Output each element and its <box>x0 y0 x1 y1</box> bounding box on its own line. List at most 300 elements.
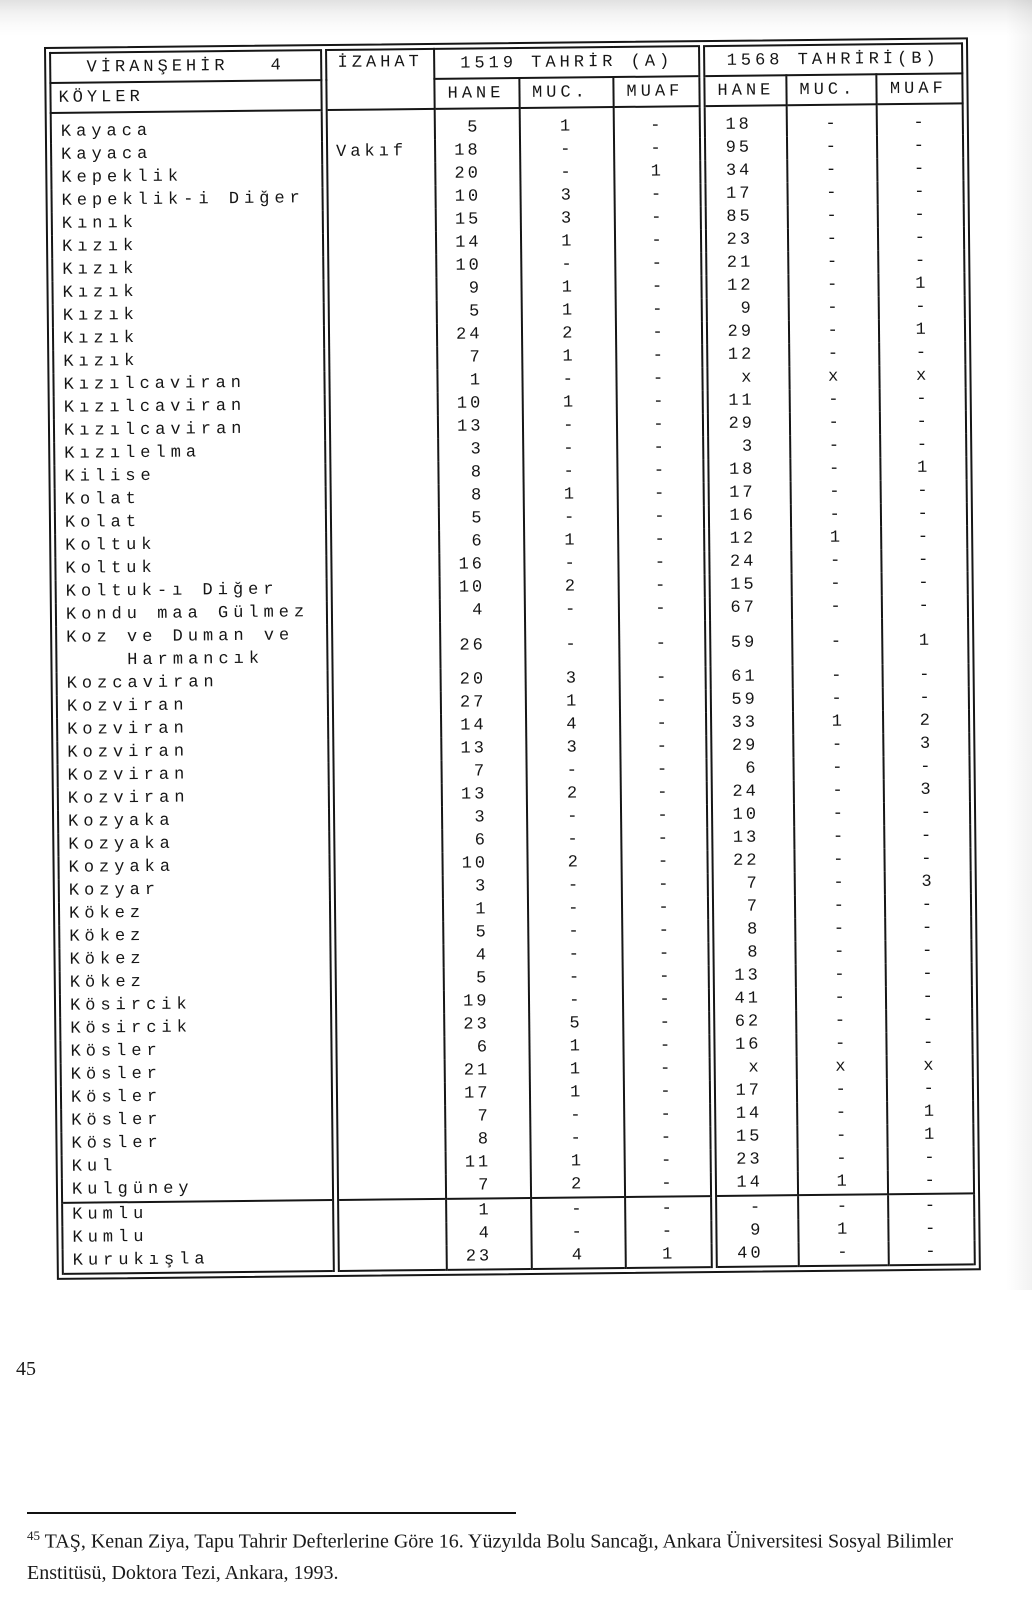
a-muc-value: 3 <box>525 667 620 691</box>
izahat-value <box>332 876 443 900</box>
b-muc-value: - <box>789 319 880 343</box>
village-name: Kökez <box>59 900 333 926</box>
izahat-value: Vakıf <box>324 140 435 164</box>
b-muc-value: x <box>789 365 880 389</box>
izahat-value <box>330 669 441 693</box>
b-muaf-value: - <box>878 203 964 227</box>
a-muaf-value: - <box>619 574 708 598</box>
b-muc-value: 1 <box>791 526 882 550</box>
a-muaf-value: - <box>620 735 709 759</box>
a-muaf-value: - <box>619 620 708 667</box>
a-hane-value: 7 <box>437 346 522 370</box>
b-muc-value: 1 <box>798 1170 889 1195</box>
a-muc-value: 3 <box>520 184 615 208</box>
b-hane-value: 14 <box>713 1171 798 1196</box>
b-muc-value: - <box>794 825 885 849</box>
a-hane-value: 13 <box>438 415 523 439</box>
izahat-value <box>327 347 438 371</box>
village-name: Kolat <box>55 486 329 512</box>
a-muc-value: 1 <box>521 276 616 300</box>
a-muc-value: 4 <box>526 713 621 737</box>
village-name: Kızık <box>52 256 326 282</box>
a-muc-value: 1 <box>522 391 617 415</box>
izahat-value <box>329 577 440 601</box>
izahat-value <box>329 554 440 578</box>
b-hane-value: 12 <box>707 527 792 551</box>
a-hane-value: 8 <box>438 461 523 485</box>
a-muc-value: - <box>527 828 622 852</box>
b-muc-value: - <box>797 1078 888 1102</box>
region-header-cell <box>50 50 324 83</box>
b-hane-value: - <box>714 1195 799 1220</box>
b-hane-value: 10 <box>709 803 794 827</box>
b-hane-value: 67 <box>707 596 792 620</box>
village-name: Kızık <box>53 302 327 328</box>
b-muaf-value: 1 <box>888 1100 974 1124</box>
b-muc-value: - <box>794 802 885 826</box>
a-hane-value: 15 <box>436 208 521 232</box>
b-muaf-value: 2 <box>883 709 969 733</box>
b-hane-value: 11 <box>705 389 790 413</box>
b-muc-value: - <box>791 549 882 573</box>
izahat-value <box>329 531 440 555</box>
a-muc-value: 1 <box>523 483 618 507</box>
b-muc-value: - <box>790 434 881 458</box>
village-name: Kızılcaviran <box>53 371 327 397</box>
a-muaf-value: - <box>623 1034 712 1058</box>
a-muaf-value: - <box>625 1149 714 1173</box>
b-hane-value: 12 <box>704 274 789 298</box>
a-hane-value: 1 <box>437 369 522 393</box>
b-hane-value: 9 <box>704 297 789 321</box>
a-muaf-value: - <box>623 1011 712 1035</box>
b-hane-value: 16 <box>706 504 791 528</box>
b-hane-value: 24 <box>709 780 794 804</box>
b-hane-value: 21 <box>704 251 789 275</box>
village-name: Kızılcaviran <box>54 394 328 420</box>
izahat-value <box>329 600 440 624</box>
a-muc-value: - <box>520 161 615 185</box>
izahat-value <box>325 163 436 187</box>
a-muc-value: - <box>528 920 623 944</box>
a-hane-value: 3 <box>443 875 528 899</box>
a-muaf-value: - <box>617 413 706 437</box>
a-muaf-value: - <box>625 1172 714 1197</box>
a-muc-value: 2 <box>530 1173 625 1198</box>
b-muaf-value: - <box>880 387 966 411</box>
a-muc-value: - <box>524 598 619 622</box>
a-muaf-value: - <box>618 482 707 506</box>
b-hane-value: 6 <box>709 757 794 781</box>
village-name: Kilise <box>54 463 328 489</box>
a-muaf-value: - <box>614 183 703 207</box>
b-muc-value: - <box>796 1032 887 1056</box>
b-muc-value: - <box>792 664 883 688</box>
village-name: Kumlu <box>62 1200 336 1227</box>
village-name: Kösler <box>60 1038 334 1064</box>
izahat-value <box>333 991 444 1015</box>
a-muc-value: - <box>531 1221 626 1245</box>
b-hane-value: 59 <box>708 619 793 666</box>
b-muc-value: - <box>791 503 882 527</box>
scan-noise-band <box>0 0 1032 36</box>
a-hane-value: 10 <box>440 576 525 600</box>
a-muc-value: 2 <box>526 782 621 806</box>
a-muaf-value: - <box>622 896 711 920</box>
a-muaf-value: - <box>615 275 704 299</box>
group-header-1568: 1568 TAHRİRİ(B) <box>702 43 963 76</box>
a-muc-value: - <box>528 989 623 1013</box>
b-muaf-value: 1 <box>882 617 968 664</box>
izahat-value <box>325 209 436 233</box>
b-muaf-value: - <box>882 571 968 595</box>
b-hane-value: 8 <box>711 918 796 942</box>
a-muc-value: - <box>526 805 621 829</box>
a-hane-value: 18 <box>435 139 520 163</box>
a-muc-value: - <box>526 759 621 783</box>
a-hane-value: 9 <box>437 277 522 301</box>
a-hane-value: 5 <box>435 108 520 140</box>
b-muaf-value: - <box>889 1240 975 1265</box>
village-name: Kayaca <box>51 110 325 144</box>
b-muaf-value: 1 <box>879 272 965 296</box>
a-muc-value: 2 <box>527 851 622 875</box>
a-muaf-value: - <box>615 229 704 253</box>
a-muc-value: 3 <box>520 207 615 231</box>
a-muaf-value: - <box>621 850 710 874</box>
a-muaf-value: - <box>616 344 705 368</box>
a-muaf-header: MUAF <box>613 76 702 107</box>
a-muc-value: 2 <box>521 322 616 346</box>
b-hane-value: 95 <box>702 136 787 160</box>
village-name: Kayaca <box>51 141 325 167</box>
izahat-value <box>336 1223 447 1247</box>
b-hane-value: 12 <box>705 343 790 367</box>
village-name: Kızık <box>52 279 326 305</box>
a-muaf-value: - <box>625 1196 714 1221</box>
a-muc-value: 1 <box>519 107 614 139</box>
b-muc-value: - <box>787 135 878 159</box>
a-hane-value: 6 <box>444 1036 529 1060</box>
footnote-text <box>27 1526 989 1589</box>
a-hane-value: 20 <box>435 162 520 186</box>
a-muc-value: 1 <box>530 1150 625 1174</box>
a-hane-value: 5 <box>437 300 522 324</box>
izahat-value <box>326 278 437 302</box>
a-hane-value: 1 <box>443 898 528 922</box>
a-muaf-value: - <box>623 988 712 1012</box>
page-number: 45 <box>16 1358 36 1380</box>
a-hane-value: 8 <box>439 484 524 508</box>
izahat-value <box>335 1152 446 1176</box>
a-muaf-value: - <box>620 712 709 736</box>
b-muaf-value: - <box>885 893 971 917</box>
b-hane-value: 7 <box>710 895 795 919</box>
b-muc-value: - <box>789 296 880 320</box>
a-hane-value: 8 <box>445 1128 530 1152</box>
a-muc-value: 5 <box>529 1012 624 1036</box>
a-muaf-value: 1 <box>614 160 703 184</box>
izahat-value <box>336 1246 447 1271</box>
village-name: Kökez <box>59 923 333 949</box>
a-muc-value: - <box>524 552 619 576</box>
b-muc-value: - <box>792 595 883 619</box>
izahat-value <box>335 1106 446 1130</box>
a-hane-value: 20 <box>441 668 526 692</box>
b-muc-value: - <box>796 986 887 1010</box>
izahat-value <box>325 232 436 256</box>
a-muaf-value: - <box>623 965 712 989</box>
b-muaf-value: - <box>887 1077 973 1101</box>
b-muc-value: - <box>799 1241 890 1266</box>
b-muaf-value: - <box>888 1146 974 1170</box>
izahat-value <box>332 853 443 877</box>
a-hane-value: 10 <box>436 185 521 209</box>
b-muaf-value: - <box>887 1008 973 1032</box>
b-muaf-value: - <box>883 663 969 687</box>
a-muc-header: MUC. <box>519 77 614 108</box>
izahat-value <box>334 1083 445 1107</box>
b-hane-header: HANE <box>702 75 787 106</box>
a-muaf-value: - <box>618 528 707 552</box>
a-muc-value: 4 <box>531 1244 626 1269</box>
b-muc-value: - <box>788 250 879 274</box>
izahat-value <box>334 1014 445 1038</box>
a-hane-value: 3 <box>438 438 523 462</box>
b-muc-value: 1 <box>798 1218 889 1242</box>
b-muaf-value: - <box>886 962 972 986</box>
a-muaf-value: - <box>617 459 706 483</box>
village-name: Kurukışla <box>63 1247 337 1274</box>
koyler-column-header: KÖYLER <box>50 80 324 113</box>
a-muaf-value: - <box>617 436 706 460</box>
b-hane-value: 13 <box>711 964 796 988</box>
b-hane-value: 7 <box>710 872 795 896</box>
b-muc-value: - <box>797 1124 888 1148</box>
b-hane-value: 17 <box>712 1079 797 1103</box>
izahat-value <box>330 692 441 716</box>
izahat-value <box>335 1129 446 1153</box>
a-muaf-value: - <box>622 919 711 943</box>
a-hane-value: 23 <box>447 1245 532 1270</box>
b-muc-value: - <box>794 848 885 872</box>
village-name: Kınık <box>52 210 326 236</box>
izahat-value <box>331 738 442 762</box>
village-name: Kozyaka <box>58 808 332 834</box>
b-hane-value: 13 <box>710 826 795 850</box>
a-hane-value: 7 <box>445 1105 530 1129</box>
a-hane-value: 23 <box>444 1013 529 1037</box>
a-muaf-value: - <box>621 804 710 828</box>
group-header-1519: 1519 TAHRİR (A) <box>434 46 702 79</box>
b-hane-value: 15 <box>707 573 792 597</box>
izahat-value <box>326 324 437 348</box>
b-muaf-value: - <box>886 985 972 1009</box>
b-muaf-value: - <box>888 1169 974 1194</box>
village-name: Kepeklik-i Diğer <box>51 187 325 213</box>
a-hane-value: 10 <box>438 392 523 416</box>
b-hane-value: 61 <box>708 665 793 689</box>
b-muc-value: - <box>788 227 879 251</box>
b-muc-value: - <box>793 733 884 757</box>
izahat-value <box>325 186 436 210</box>
b-muaf-value: - <box>886 939 972 963</box>
b-muaf-header: MUAF <box>877 73 963 104</box>
b-muc-value: - <box>792 618 883 665</box>
a-hane-value: 1 <box>446 1198 531 1223</box>
b-hane-value: 59 <box>708 688 793 712</box>
a-muc-value: - <box>525 621 620 668</box>
table-body <box>51 103 975 1273</box>
b-muaf-value: - <box>885 824 971 848</box>
a-muaf-value: - <box>616 367 705 391</box>
village-name: Koltuk-ı Diğer <box>56 578 330 604</box>
b-hane-value: 40 <box>714 1242 799 1267</box>
izahat-value <box>331 761 442 785</box>
b-muaf-value: - <box>889 1217 975 1241</box>
village-name: Kösler <box>61 1061 335 1087</box>
b-muaf-value: - <box>878 180 964 204</box>
b-muc-value: - <box>793 756 884 780</box>
izahat-value <box>328 439 439 463</box>
b-muc-value: - <box>790 388 881 412</box>
a-muaf-value: - <box>620 689 709 713</box>
a-muaf-value: - <box>622 873 711 897</box>
b-hane-value: 29 <box>709 734 794 758</box>
a-hane-value: 16 <box>439 553 524 577</box>
a-muaf-value: - <box>622 942 711 966</box>
a-hane-value: 13 <box>441 737 526 761</box>
b-hane-value: 15 <box>713 1125 798 1149</box>
village-name: Kozviran <box>58 762 332 788</box>
a-muc-value: - <box>521 253 616 277</box>
a-hane-value: 26 <box>440 622 525 669</box>
scan-noise-right-edge <box>1006 0 1032 1290</box>
footnote-marker: 45 <box>27 1528 40 1543</box>
a-muc-value: 2 <box>524 575 619 599</box>
izahat-value <box>332 899 443 923</box>
village-name: Kızık <box>53 348 327 374</box>
b-hane-value: 9 <box>714 1219 799 1243</box>
a-muc-value: 3 <box>526 736 621 760</box>
b-muc-value: - <box>796 1009 887 1033</box>
b-muaf-value: - <box>885 847 971 871</box>
village-name: Kumlu <box>62 1224 336 1250</box>
izahat-value <box>333 945 444 969</box>
a-muc-value: - <box>522 368 617 392</box>
b-muaf-value: 3 <box>885 870 971 894</box>
b-muaf-value: x <box>887 1054 973 1078</box>
b-muaf-value: - <box>886 916 972 940</box>
b-muc-value: - <box>796 963 887 987</box>
b-muc-value: - <box>787 104 878 136</box>
b-hane-value: 17 <box>706 481 791 505</box>
izahat-value <box>333 968 444 992</box>
b-hane-value: 29 <box>704 320 789 344</box>
b-hane-value: 34 <box>703 159 788 183</box>
b-muaf-value: - <box>889 1193 975 1218</box>
a-hane-value: 11 <box>446 1151 531 1175</box>
a-hane-value: 4 <box>446 1222 531 1246</box>
a-muaf-value: - <box>621 781 710 805</box>
izahat-value <box>330 715 441 739</box>
b-muaf-value: - <box>881 479 967 503</box>
b-muaf-value: - <box>883 686 969 710</box>
village-name: Kozyar <box>59 877 333 903</box>
a-muaf-value: - <box>624 1103 713 1127</box>
a-muc-value: 1 <box>522 345 617 369</box>
a-muaf-value: - <box>624 1080 713 1104</box>
a-muc-value: - <box>523 460 618 484</box>
a-muc-value: - <box>530 1104 625 1128</box>
a-muc-value: 1 <box>524 529 619 553</box>
b-muc-value: - <box>794 779 885 803</box>
a-muc-value: - <box>527 874 622 898</box>
b-muaf-value: - <box>877 134 963 158</box>
a-hane-value: 5 <box>443 921 528 945</box>
b-hane-value: 62 <box>712 1010 797 1034</box>
a-hane-value: 13 <box>442 783 527 807</box>
a-hane-value: 3 <box>442 806 527 830</box>
village-name: Kökez <box>59 946 333 972</box>
village-name: Koltuk <box>55 555 329 581</box>
b-muaf-value: 1 <box>881 456 967 480</box>
a-muaf-value: - <box>618 505 707 529</box>
b-muaf-value: - <box>878 157 964 181</box>
a-muc-value: - <box>523 437 618 461</box>
a-muaf-value: - <box>614 106 703 138</box>
a-muc-value: 1 <box>529 1081 624 1105</box>
izahat-value <box>335 1175 446 1200</box>
village-name: Kozyaka <box>58 854 332 880</box>
a-hane-value: 5 <box>444 967 529 991</box>
b-muaf-value: 3 <box>884 732 970 756</box>
b-muc-value: - <box>787 158 878 182</box>
b-muc-value: - <box>788 204 879 228</box>
b-muc-value: 1 <box>793 710 884 734</box>
a-muaf-value: - <box>615 206 704 230</box>
village-name: Kızık <box>53 325 327 351</box>
b-muaf-value: - <box>880 410 966 434</box>
a-muc-value: 1 <box>521 299 616 323</box>
b-hane-value: 22 <box>710 849 795 873</box>
a-muaf-value: - <box>620 666 709 690</box>
tahrir-table-frame <box>44 37 981 1280</box>
a-muaf-value: - <box>625 1220 714 1244</box>
b-muaf-value: - <box>882 525 968 549</box>
a-muaf-value: - <box>617 390 706 414</box>
village-name: Kepeklik <box>51 164 325 190</box>
b-muc-value: - <box>798 1147 889 1171</box>
b-muaf-value: - <box>879 249 965 273</box>
village-name: Kul <box>62 1153 336 1179</box>
izahat-value <box>336 1199 447 1224</box>
izahat-value <box>332 830 443 854</box>
footnote-block <box>27 1512 989 1589</box>
b-muaf-value: - <box>879 295 965 319</box>
a-muaf-value: - <box>621 758 710 782</box>
a-muc-value: 1 <box>520 230 615 254</box>
b-muc-value: - <box>797 1101 888 1125</box>
b-muc-value: - <box>795 871 886 895</box>
b-hane-value: x <box>712 1056 797 1080</box>
b-muc-value: - <box>790 411 881 435</box>
village-name: Kolat <box>55 509 329 535</box>
a-muaf-value: - <box>624 1057 713 1081</box>
a-muaf-value: - <box>615 252 704 276</box>
b-muaf-value: - <box>882 548 968 572</box>
b-muc-value: - <box>790 457 881 481</box>
